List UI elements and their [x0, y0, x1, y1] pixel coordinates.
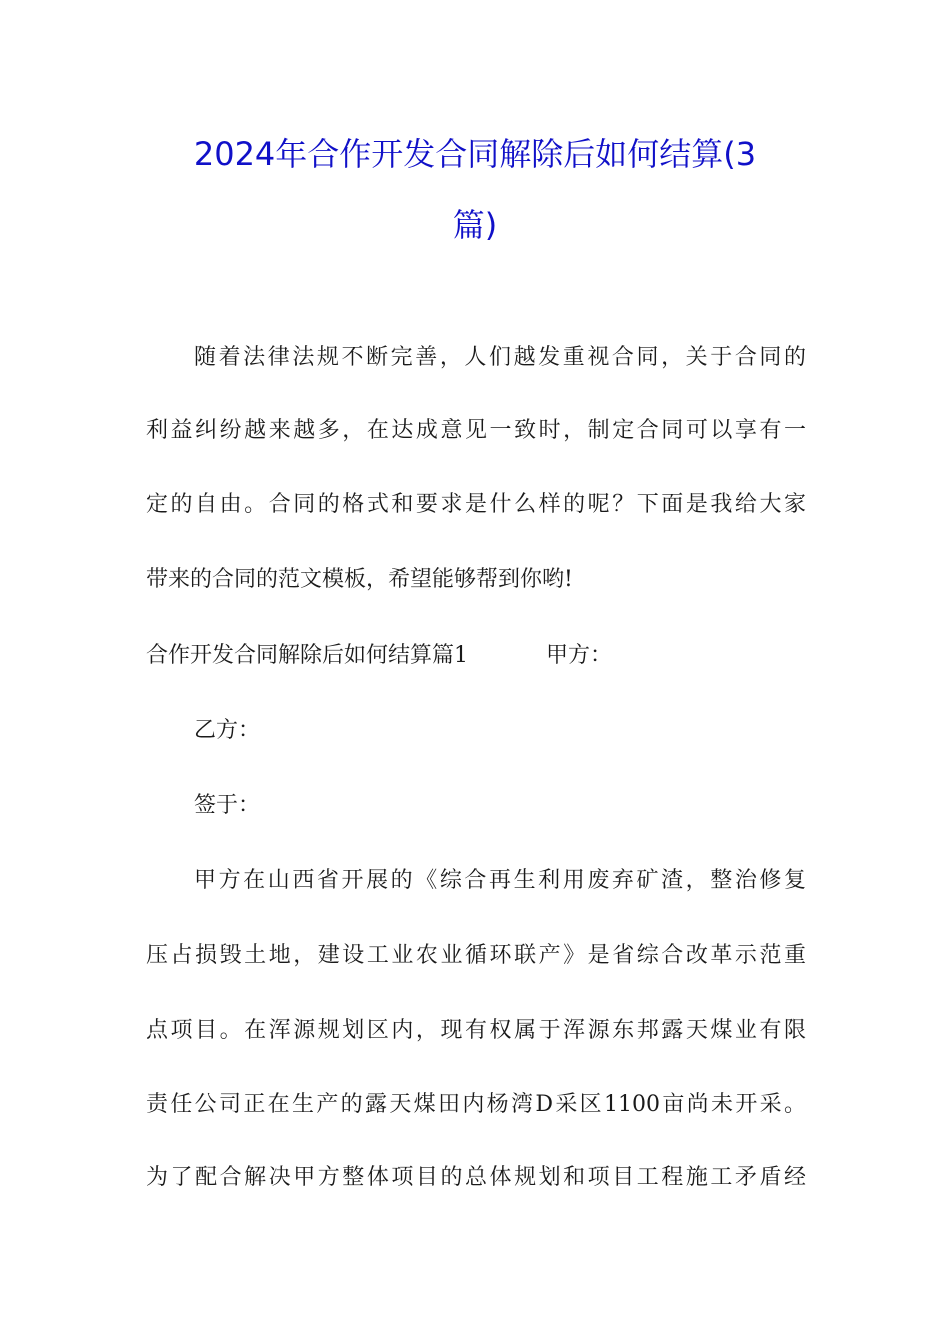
body-line-1: 甲方在山西省开展的《综合再生利用废弃矿渣，整治修复: [194, 868, 806, 893]
document-title-line-1: 2024年合作开发合同解除后如何结算(3: [193, 135, 757, 173]
section-heading: 合作开发合同解除后如何结算篇1: [146, 643, 468, 668]
party-a-label: 甲方：: [546, 643, 613, 668]
intro-line-4: 带来的合同的范文模板，希望能够帮到你哟!: [146, 567, 573, 592]
body-line-5: 为了配合解决甲方整体项目的总体规划和项目工程施工矛盾经: [146, 1165, 806, 1190]
body-line-2: 压占损毁土地，建设工业农业循环联产》是省综合改革示范重: [146, 943, 806, 968]
intro-line-1: 随着法律法规不断完善，人们越发重视合同，关于合同的: [194, 345, 806, 370]
intro-line-2: 利益纠纷越来越多，在达成意见一致时，制定合同可以享有一: [146, 418, 806, 443]
intro-line-3: 定的自由。合同的格式和要求是什么样的呢？下面是我给大家: [146, 492, 806, 517]
body-line-4: 责任公司正在生产的露天煤田内杨湾D采区1100亩尚未开采。: [146, 1092, 806, 1117]
party-b-label: 乙方：: [194, 718, 261, 743]
signed-at-label: 签于：: [194, 793, 261, 818]
body-line-3: 点项目。在浑源规划区内，现有权属于浑源东邦露天煤业有限: [146, 1018, 806, 1043]
document-title-line-2: 篇): [452, 206, 498, 244]
